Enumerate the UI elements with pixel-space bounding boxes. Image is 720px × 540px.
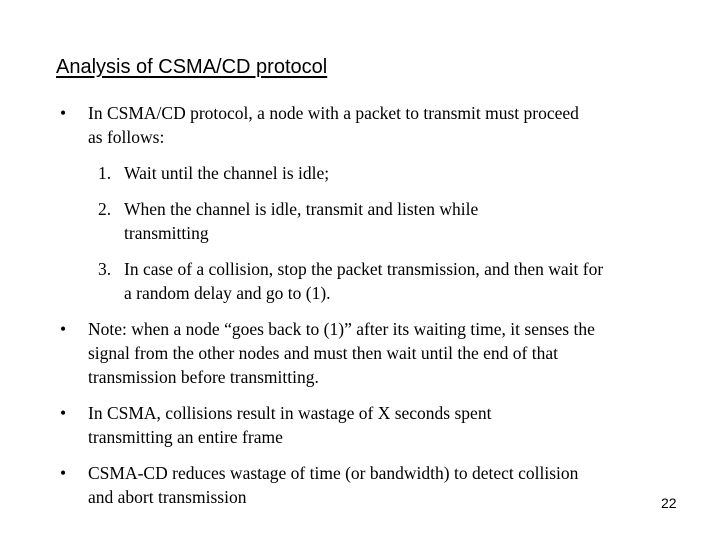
step-item [98, 161, 618, 185]
step-item [98, 197, 618, 245]
step-number: 3. [98, 259, 112, 279]
bullet-marker: • [60, 319, 67, 339]
page-number: 22 [661, 495, 677, 511]
bullet-text: In CSMA, collisions result in wastage of X seconds spent transmitting an entire frame [88, 403, 492, 447]
bullet-item [60, 461, 620, 509]
bullet-marker: • [60, 463, 67, 483]
step-number: 2. [98, 199, 112, 219]
bullet-marker: • [60, 103, 67, 123]
bullet-item [60, 401, 620, 449]
slide-title: Analysis of CSMA/CD protocol [56, 56, 328, 78]
step-text: Wait until the channel is idle; [124, 163, 330, 183]
step-item [98, 257, 618, 305]
bullet-text: Note: when a node “goes back to (1)” after its waiting time, it senses the signal from the other nodes and must then wait until the end of that transmission before transmitting. [88, 319, 595, 387]
bullet-text: In CSMA/CD protocol, a node with a packet to transmit must proceed as follows: [88, 103, 579, 147]
step-text: In case of a collision, stop the packet transmission, and then wait for a random delay and go to (1). [124, 259, 604, 303]
bullet-marker: • [60, 403, 67, 423]
bullet-item [60, 317, 620, 389]
bullet-item [60, 101, 620, 149]
step-number: 1. [98, 163, 112, 183]
bullet-text: CSMA-CD reduces wastage of time (or bandwidth) to detect collision and abort transmission [88, 463, 579, 507]
step-text: When the channel is idle, transmit and listen while transmitting [124, 199, 479, 243]
